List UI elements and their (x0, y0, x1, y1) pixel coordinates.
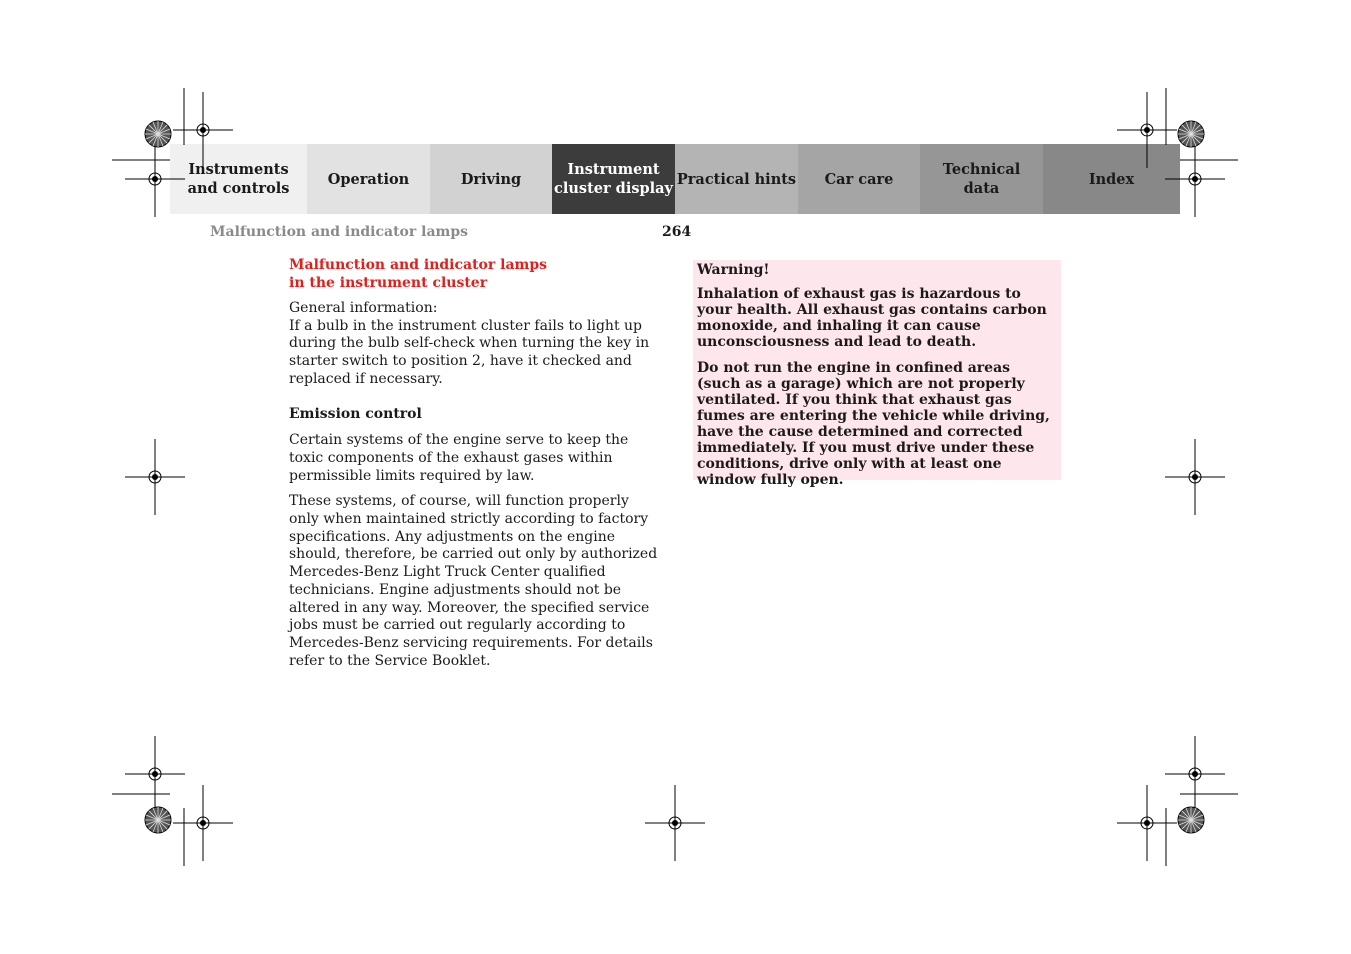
page-number: 264 (662, 224, 692, 240)
tab-label: Driving (460, 170, 522, 188)
warning-paragraph-1: Inhalation of exhaust gas is hazardous to your health. All exhaust gas contains carbon monoxide, and inhaling it can cause unconsciousness and lead to death. (697, 286, 1047, 350)
tab-label: Instruments and controls (187, 161, 290, 197)
emission-paragraph-1: Certain systems of the engine serve to keep the toxic components of the exhaust gases within permissible limits required by law. (289, 432, 629, 484)
emission-control-heading: Emission control (289, 405, 422, 422)
warning-paragraph-2: Do not run the engine in confined areas (such as a garage) which are not properly ventilated. If you think that exhaust gas fumes are entering the vehicle while driving, have the cause determined and corrected immediately. If you must drive under these conditions, drive only with at least one window fully open. (697, 360, 1050, 488)
general-info-label: General information: (289, 300, 438, 316)
tab-label: Car care (824, 170, 894, 188)
running-head: Malfunction and indicator lamps (210, 224, 469, 240)
section-title: Malfunction and indicator lamps in the instrument cluster (289, 257, 548, 291)
general-info-text: If a bulb in the instrument cluster fails to light up during the bulb self-check when turning the key in starter switch to position 2, have it checked and replaced if necessary. (289, 317, 650, 387)
tab-label: Instrument cluster display (554, 161, 673, 197)
emission-paragraph-2: These systems, of course, will function properly only when maintained strictly according to factory specifications. Any adjustments on the engine should, therefore, be carried out only by authorized Mercedes-Benz Light Truck Center qualified technicians. Engine adjustments should not be altered in any way. Moreover, the specified service jobs must be carried out regularly according to Mercedes-Benz servicing requirements. For details refer to the Service Booklet. (289, 493, 658, 669)
tab-label: Practical hints (676, 170, 797, 188)
tab-label: Operation (327, 170, 410, 188)
warning-title: Warning! (697, 262, 770, 278)
tab-label: Technical data (942, 161, 1021, 197)
tab-label: Index (1088, 170, 1135, 188)
